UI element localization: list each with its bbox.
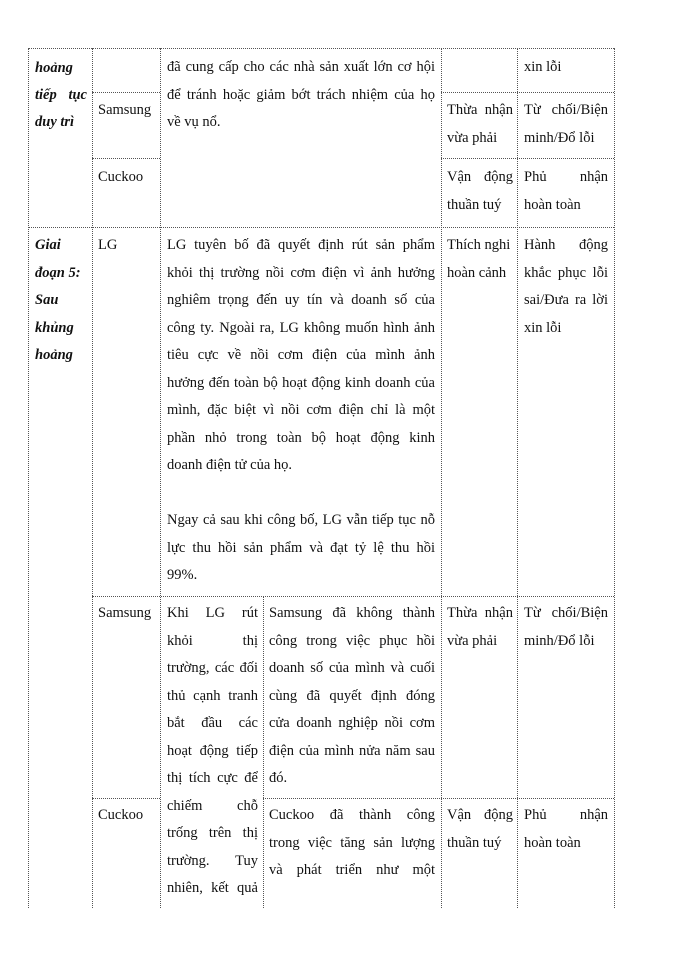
company-cuckoo-s5: Cuckoo bbox=[98, 807, 144, 823]
lg-response: Hành động khắc phục lỗi sai/Đưa ra lời xin lỗi bbox=[524, 237, 608, 336]
lg-strategy: Thích nghi hoàn cảnh bbox=[447, 237, 511, 281]
cuckoo-s5-strategy: Vận động thuần tuý bbox=[447, 807, 513, 851]
samsung-s5-strategy: Thừa nhận vừa phải bbox=[447, 605, 513, 649]
stage4-samsung-strategy: Thừa nhận vừa phải bbox=[447, 102, 513, 146]
company-samsung-s4: Samsung bbox=[98, 102, 152, 118]
stage4-cuckoo-response: Phủ nhận hoàn toàn bbox=[524, 169, 608, 213]
cuckoo-s5-response: Phủ nhận hoàn toàn bbox=[524, 807, 608, 851]
competitor-shared-text: Khi LG rút khỏi thị trường, các đối thủ cạnh tranh bắt đầu các hoạt động tiếp thị tích cực để chiếm chỗ trống trên thị trường. Tuy nhiên, kết quả bbox=[167, 605, 258, 896]
stage-4-label: hoảng tiếp tục duy trì bbox=[35, 60, 87, 130]
stage4-samsung-response: Từ chối/Biện minh/Đổ lỗi bbox=[524, 102, 608, 146]
lg-description: LG tuyên bố đã quyết định rút sản phẩm khỏi thị trường nồi cơm điện vì ảnh hưởng nghiêm trọng đến uy tín và doanh số của công ty. Ngoài ra, LG không muốn hình ảnh tiêu cực về nồi cơm điện của mình ảnh hưởng đến toàn bộ hoạt động kinh doanh của mình, đặc biệt vì nồi cơm điện chỉ là một phần nhỏ trong toàn bộ hoạt động kinh doanh điện tử của họ. Ngay cả sau khi công bố, LG vẫn tiếp tục nỗ lực thu hồi sản phẩm và đạt tỷ lệ thu hồi 99%. bbox=[167, 237, 435, 583]
stage-5-label: Giai đoạn 5: Sau khủng hoảng bbox=[35, 237, 81, 363]
company-samsung-s5: Samsung bbox=[98, 605, 152, 621]
stage4-shared-text: đã cung cấp cho các nhà sản xuất lớn cơ hội để tránh hoặc giảm bớt trách nhiệm của họ về vụ nổ. bbox=[167, 59, 435, 130]
company-cuckoo-s4: Cuckoo bbox=[98, 169, 144, 185]
stage4-top-response: xin lỗi bbox=[524, 59, 562, 75]
stage4-cuckoo-strategy: Vận động thuần tuý bbox=[447, 169, 513, 213]
cuckoo-description: Cuckoo đã thành công trong việc tăng sản lượng và phát triển như một bbox=[269, 807, 435, 878]
samsung-s5-response: Từ chối/Biện minh/Đổ lỗi bbox=[524, 605, 608, 649]
company-lg: LG bbox=[98, 237, 118, 253]
samsung-description: Samsung đã không thành công trong việc phục hồi doanh số của mình và cuối cùng đã quyết định đóng cửa doanh nghiệp nồi cơm điện của mình nửa năm sau đó. bbox=[269, 605, 435, 786]
